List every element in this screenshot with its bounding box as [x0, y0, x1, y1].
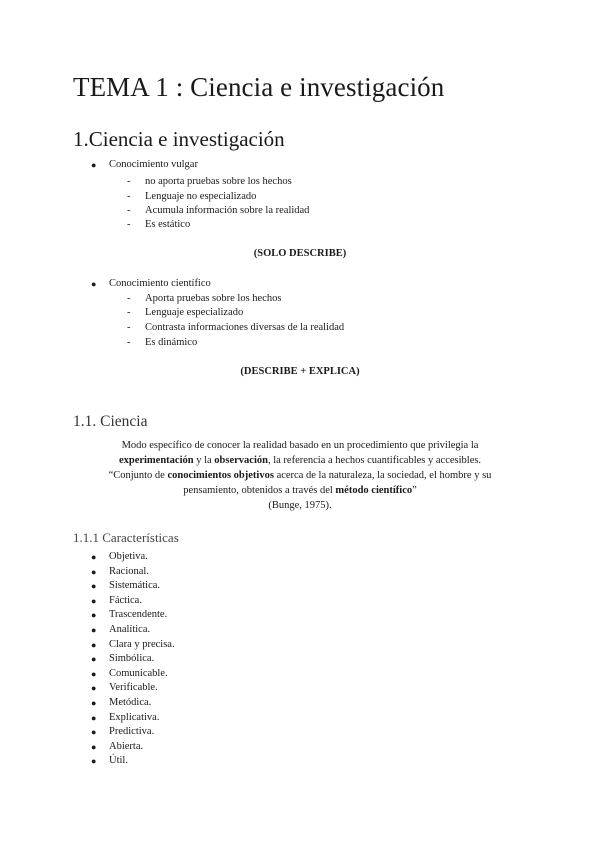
term-experimentacion: experimentación [118, 455, 194, 466]
bullet-dot-icon: ● [91, 712, 97, 723]
bullet-dot-icon: ● [91, 639, 97, 650]
bullet-dot-icon: ● [91, 279, 97, 289]
list-item [0, 623, 600, 638]
summary-solo-describe: (SOLO DESCRIBE) [253, 248, 347, 259]
list-item-label: Simbólica. [109, 653, 155, 665]
definition-text: acerca de la naturaleza, la sociedad, el hombre y su [273, 470, 492, 481]
definition-text: pensamiento, obtenidos a través del [183, 485, 336, 496]
list-item [0, 681, 600, 696]
bullet-dot-icon: ● [91, 727, 97, 738]
bullet-dot-icon: ● [91, 581, 97, 592]
list-item-label: Racional. [109, 565, 149, 577]
sub-list-item-label: Lenguaje especializado [145, 307, 244, 318]
bullet-dot-icon: ● [91, 624, 97, 635]
list-item-label: Fáctica. [109, 594, 142, 606]
definition-text: , la referencia a hechos cuantificables y accesibles. [267, 455, 482, 466]
dash-icon: - [127, 205, 131, 216]
list-item-label: Conocimiento científico [109, 278, 211, 289]
bullet-dot-icon: ● [91, 654, 97, 665]
definition-line-1: Modo específico de conocer la realidad basado en un procedimiento que privilegia la [121, 440, 479, 451]
list-item [0, 638, 600, 653]
bullet-dot-icon: ● [91, 595, 97, 606]
sub-list-item-label: Es dinámico [145, 337, 198, 348]
dash-icon: - [127, 176, 131, 187]
page-title: TEMA 1 : Ciencia e investigación [73, 72, 445, 102]
sub-list-item-label: no aporta pruebas sobre los hechos [145, 176, 292, 187]
list-item [0, 696, 600, 711]
list-item-label: Predictiva. [109, 726, 155, 738]
list-item [0, 608, 600, 623]
dash-icon: - [127, 293, 131, 304]
term-metodo-cientifico: método científico [335, 485, 413, 496]
sub-list-item-label: Lenguaje no especializado [145, 191, 257, 202]
list-item [0, 652, 600, 667]
definition-line-2 [90, 453, 510, 468]
list-item [0, 550, 600, 565]
bullet-dot-icon: ● [91, 756, 97, 767]
section-heading-1-1-1: 1.1.1 Características [73, 530, 179, 545]
bullet-dot-icon: ● [91, 160, 97, 170]
dash-icon: - [127, 322, 131, 333]
list-item [0, 579, 600, 594]
list-item-label: Objetiva. [109, 551, 148, 562]
section-heading-1-1: 1.1. Ciencia [73, 413, 148, 430]
term-observacion: observación [214, 455, 268, 466]
bullet-dot-icon: ● [91, 741, 97, 752]
list-item [0, 754, 600, 769]
list-item [0, 725, 600, 740]
sub-list-item-label: Contrasta informaciones diversas de la realidad [145, 322, 345, 333]
dash-icon: - [127, 191, 131, 202]
dash-icon: - [127, 307, 131, 318]
sub-list-item-label: Es estático [145, 219, 191, 230]
term-conocimientos-objetivos: conocimientos objetivos [167, 470, 274, 481]
sub-list-item-label: Aporta pruebas sobre los hechos [145, 293, 282, 304]
characteristics-list [0, 550, 600, 769]
list-item-label: Trascendente. [109, 609, 168, 621]
definition-line-4 [90, 483, 510, 498]
list-item-label: Útil. [109, 755, 128, 767]
bullet-dot-icon: ● [91, 566, 97, 577]
bullet-dot-icon: ● [91, 683, 97, 694]
sub-list-item-label: Acumula información sobre la realidad [145, 205, 310, 216]
definition-text: “Conjunto de [108, 470, 168, 481]
dash-icon: - [127, 219, 131, 230]
list-item-label: Verificable. [109, 682, 158, 694]
bullet-dot-icon: ● [91, 668, 97, 679]
definition-text: ” [412, 485, 417, 496]
ciencia-definition [90, 438, 510, 513]
list-item-label: Explicativa. [109, 711, 160, 723]
summary-describe-explica: (DESCRIBE + EXPLICA) [240, 366, 360, 377]
list-item [0, 594, 600, 609]
list-item-label: Clara y precisa. [109, 638, 175, 650]
list-item-label: Sistemática. [109, 580, 161, 592]
definition-text: y la [193, 455, 215, 466]
list-item [0, 565, 600, 580]
citation: (Bunge, 1975). [268, 500, 332, 511]
list-item-label: Abierta. [109, 740, 144, 752]
list-item-label: Comunicable. [109, 667, 168, 679]
section-heading-1: 1.Ciencia e investigación [73, 127, 285, 151]
bullet-dot-icon: ● [91, 552, 97, 562]
dash-icon: - [127, 337, 131, 348]
bullet-dot-icon: ● [91, 610, 97, 621]
list-item-label: Analítica. [109, 623, 151, 635]
bullet-dot-icon: ● [91, 697, 97, 708]
list-item-label: Conocimiento vulgar [109, 159, 198, 170]
definition-line-3 [90, 468, 510, 483]
list-item [0, 740, 600, 755]
list-item [0, 711, 600, 726]
list-item-label: Metódica. [109, 696, 152, 708]
list-item [0, 667, 600, 682]
